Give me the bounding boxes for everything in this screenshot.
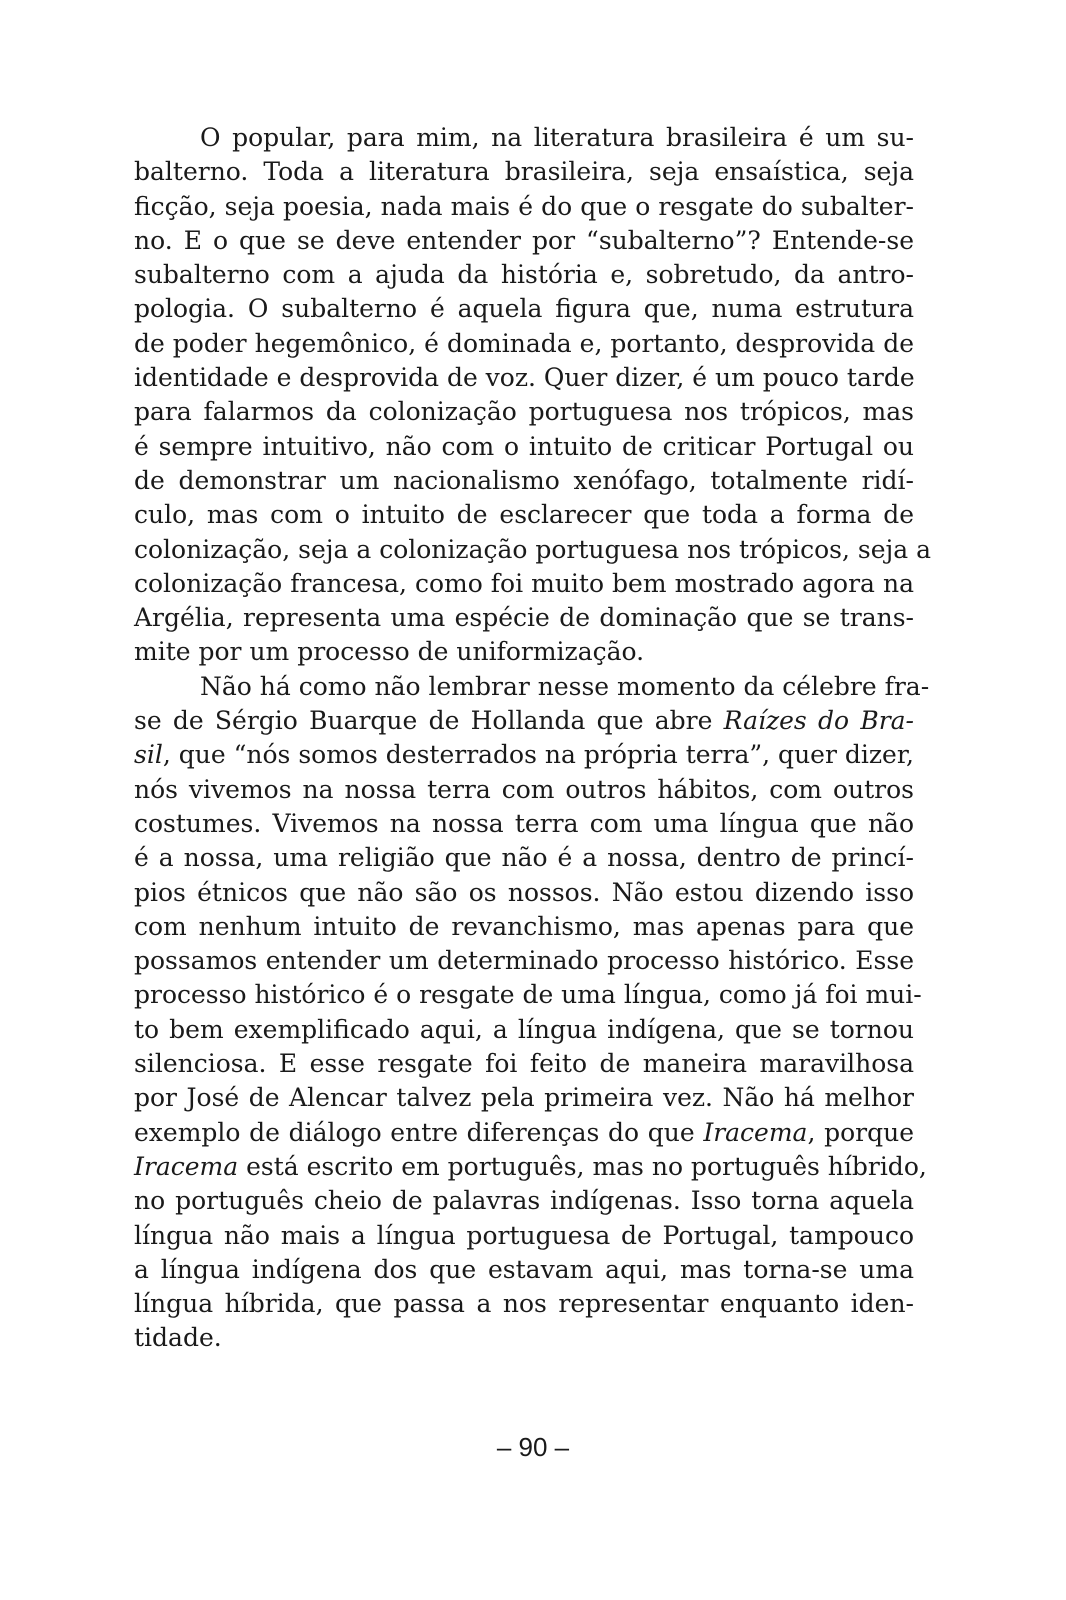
text-line: culo, mas com o intuito de esclarecer que toda a forma de (134, 500, 914, 530)
book-title-raizes-do-brasil: Raízes do Bra- (723, 706, 914, 736)
text-line: Argélia, representa uma espécie de dominação que se trans- (134, 603, 914, 633)
text-run: , que “nós somos desterrados na própria terra”, quer dizer, (162, 740, 914, 770)
text-line: ficção, seja poesia, nada mais é do que o resgate do subalter- (134, 191, 914, 221)
text-line: no português cheio de palavras indígenas. Isso torna aquela (134, 1186, 914, 1216)
text-line: possamos entender um determinado processo histórico. Esse (134, 946, 914, 976)
text-line: mite por um processo de uniformização. (134, 637, 645, 667)
text-line: costumes. Vivemos na nossa terra com uma língua que não (134, 808, 914, 838)
text-line: para falarmos da colonização portuguesa nos trópicos, mas (134, 397, 914, 427)
text-line: identidade e desprovida de voz. Quer dizer, é um pouco tarde (134, 363, 915, 393)
text-run: exemplo de diálogo entre diferenças do que (134, 1117, 704, 1147)
text-line (134, 738, 914, 772)
text-line: língua não mais a língua portuguesa de Portugal, tampouco (134, 1220, 914, 1250)
page-body (134, 121, 931, 1356)
text-line: balterno. Toda a literatura brasileira, seja ensaística, seja (134, 157, 914, 187)
text-line: Não há como não lembrar nesse momento da célebre fra- (200, 671, 930, 701)
text-line: com nenhum intuito de revanchismo, mas apenas para que (134, 911, 914, 941)
text-line: tidade. (134, 1323, 222, 1353)
text-run: está escrito em português, mas no português híbrido, (238, 1151, 927, 1181)
text-line: pios étnicos que não são os nossos. Não estou dizendo isso (134, 877, 914, 907)
book-title-raizes-do-brasil-end: sil (134, 740, 163, 770)
text-line: nós vivemos na nossa terra com outros hábitos, com outros (134, 774, 914, 804)
text-line: é a nossa, uma religião que não é a nossa, dentro de princí- (134, 843, 914, 873)
text-line: silenciosa. E esse resgate foi feito de maneira maravilhosa (134, 1049, 914, 1079)
text-line: de demonstrar um nacionalismo xenófago, totalmente ridí- (134, 465, 914, 495)
text-line: subalterno com a ajuda da história e, sobretudo, da antro- (134, 260, 914, 290)
text-line (134, 1150, 927, 1184)
text-line: O popular, para mim, na literatura brasileira é um su- (200, 123, 914, 152)
text-line: por José de Alencar talvez pela primeira vez. Não há melhor (134, 1083, 914, 1113)
book-title-iracema: Iracema (134, 1151, 239, 1181)
text-line: no. E o que se deve entender por “subalterno”? Entende-se (134, 225, 914, 255)
paragraph-1 (134, 121, 931, 670)
text-run: se de Sérgio Buarque de Hollanda que abre (134, 706, 724, 736)
text-line: processo histórico é o resgate de uma língua, como já foi mui- (134, 980, 922, 1010)
text-line: é sempre intuitivo, não com o intuito de criticar Portugal ou (134, 431, 914, 461)
text-line: colonização francesa, como foi muito bem mostrado agora na (134, 568, 914, 598)
paragraph-2 (134, 670, 930, 1356)
book-title-iracema: Iracema (703, 1117, 808, 1147)
text-line: pologia. O subalterno é aquela figura que, numa estrutura (134, 294, 914, 324)
text-line: to bem exemplificado aqui, a língua indígena, que se tornou (134, 1014, 914, 1044)
text-line (134, 704, 914, 738)
text-run: , porque (807, 1117, 914, 1147)
text-line: a língua indígena dos que estavam aqui, mas torna-se uma (134, 1254, 914, 1284)
text-line: língua híbrida, que passa a nos representar enquanto iden- (134, 1289, 914, 1319)
page-number: – 90 – (496, 1432, 570, 1462)
text-line: de poder hegemônico, é dominada e, portanto, desprovida de (134, 328, 914, 358)
text-line: colonização, seja a colonização portuguesa nos trópicos, seja a (134, 534, 931, 564)
text-line (134, 1116, 914, 1150)
